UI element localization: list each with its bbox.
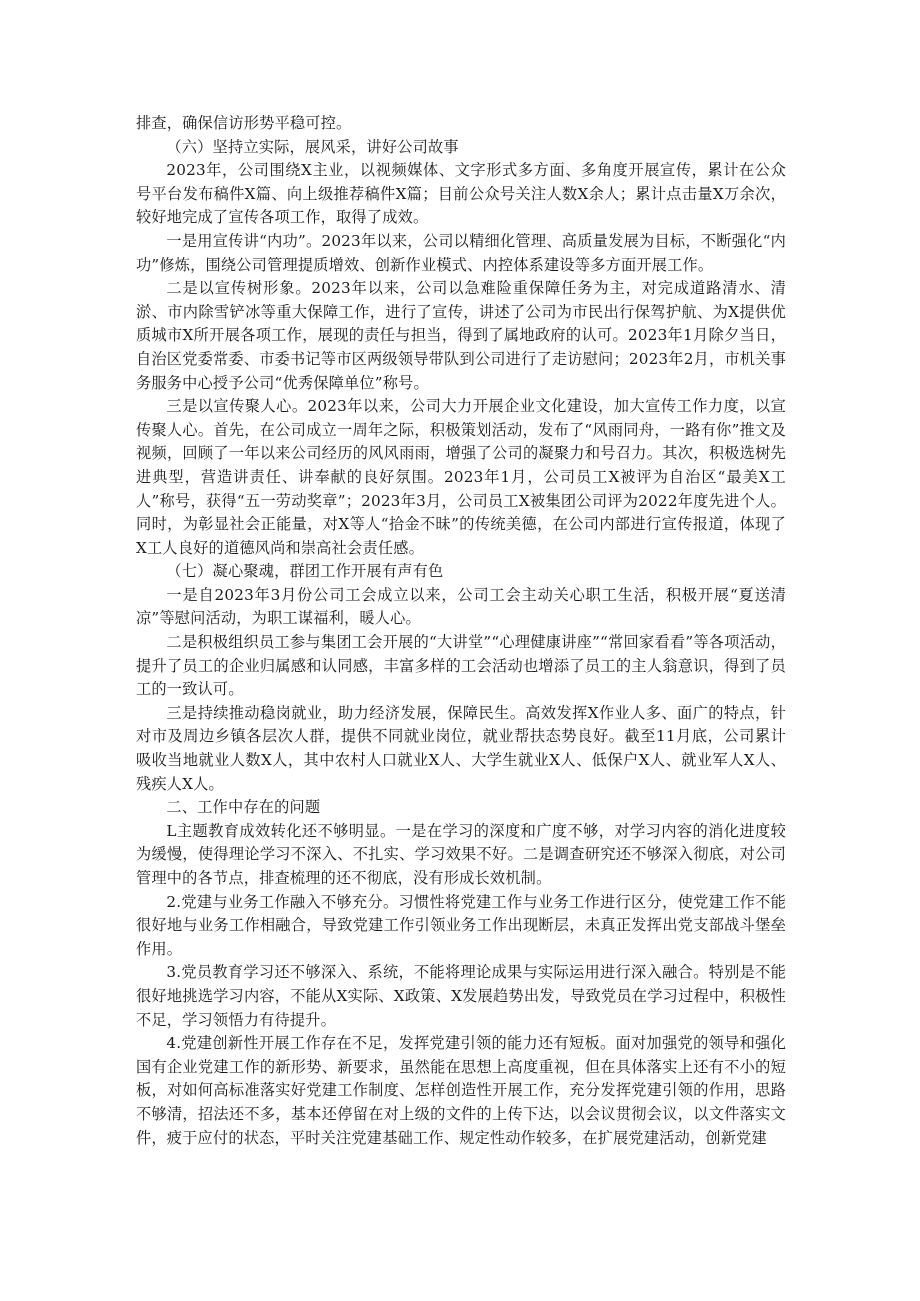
paragraph: 一是自2023年3月份公司工会成立以来，公司工会主动关心职工生活，积极开展“夏送清凉”等慰问活动，为职工谋福利，暖人心。 — [136, 585, 786, 628]
paragraph: 二是以宣传树形象。2023年以来，公司以急难险重保障任务为主，对完成道路清水、清淤、市内除雪铲冰等重大保障工作，进行了宣传，讲述了公司为市民出行保驾护航、为X提供优质城市X所开展各项工作，展现的责任与担当，得到了属地政府的认可。2023年1月除夕当日，自治区党委常委、市委书记等市区两级领导带队到公司进行了走访慰问；2023年2月，市机关事务服务中心授予公司“优秀保障单位”称号。 — [136, 279, 786, 392]
section-heading-7: （七）凝心聚魂，群团工作开展有声有色 — [166, 562, 444, 581]
paragraph: 一是用宣传讲“内功”。2023年以来，公司以精细化管理、高质量发展为目标，不断强化“内功”修炼，围绕公司管理提质增效、创新作业模式、内控体系建设等多方面开展工作。 — [136, 231, 786, 274]
paragraph: L主题教育成效转化还不够明显。一是在学习的深度和广度不够，对学习内容的消化进度较为缓慢，使得理论学习不深入、不扎实、学习效果不好。二是调查研究还不够深入彻底，对公司管理中的各节点，排查梳理的还不彻底，没有形成长效机制。 — [136, 821, 786, 887]
paragraph: 二是积极组织员工参与集团工会开展的“大讲堂”“心理健康讲座”“常回家看看”等各项活动，提升了员工的企业归属感和认同感，丰富多样的工会活动也增添了员工的主人翁意识，得到了员工的一致认可。 — [136, 633, 786, 699]
paragraph: 2023年，公司围绕X主业，以视频媒体、文字形式多方面、多角度开展宣传，累计在公众号平台发布稿件X篇、向上级推荐稿件X篇；目前公众号关注人数X余人；累计点击量X万余次，较好地完成了宣传各项工作，取得了成效。 — [136, 161, 786, 227]
paragraph-continuation: 排查，确保信访形势平稳可控。 — [136, 114, 352, 132]
paragraph: 4.党建创新性开展工作存在不足，发挥党建引领的能力还有短板。面对加强党的领导和强化国有企业党建工作的新形势、新要求，虽然能在思想上高度重视，但在具体落实上还有不小的短板，对如何高标准落实好党建工作制度、怎样创造性开展工作，充分发挥党建引领的作用，思路不够清，招法还不多，基本还停留在对上级的文件的上传下达，以会议贯彻会议，以文件落实文件，疲于应付的状态，平时关注党建基础工作、规定性动作较多，在扩展党建活动，创新党建 — [136, 1034, 786, 1147]
paragraph: 2.党建与业务工作融入不够充分。习惯性将党建工作与业务工作进行区分，使党建工作不能很好地与业务工作相融合，导致党建工作引领业务工作出现断层，未真正发挥出党支部战斗堡垒作用。 — [136, 892, 786, 958]
document-body — [136, 112, 786, 1150]
paragraph: 3.党员教育学习还不够深入、系统，不能将理论成果与实际运用进行深入融合。特别是不能很好地挑选学习内容，不能从X实际、X政策、X发展趋势出发，导致党员在学习过程中，积极性不足，学习领悟力有待提升。 — [136, 963, 786, 1029]
section-heading-6: （六）坚持立实际，展风采，讲好公司故事 — [166, 137, 459, 156]
paragraph: 三是以宣传聚人心。2023年以来，公司大力开展企业文化建设，加大宣传工作力度，以宣传聚人心。首先，在公司成立一周年之际，积极策划活动，发布了“风雨同舟，一路有你”推文及视频，回顾了一年以来公司经历的风风雨雨，增强了公司的凝聚力和号召力。其次，积极选树先进典型，营造讲责任、讲奉献的良好氛围。2023年1月，公司员工X被评为自治区“最美X工人”称号，获得“五一劳动奖章”；2023年3月，公司员工X被集团公司评为2022年度先进个人。同时，为彰显社会正能量，对X等人“拾金不昧”的传统美德，在公司内部进行宣传报道，体现了X工人良好的道德风尚和崇高社会责任感。 — [136, 397, 786, 557]
paragraph: 三是持续推动稳岗就业，助力经济发展，保障民生。高效发挥X作业人多、面广的特点，针对市及周边乡镇各层次人群，提供不同就业岗位，就业帮扶态势良好。截至11月底，公司累计吸收当地就业人数X人，其中农村人口就业X人、大学生就业X人、低保户X人、就业军人X人、残疾人X人。 — [136, 703, 786, 793]
section-heading-problems: 二、工作中存在的问题 — [166, 798, 321, 817]
